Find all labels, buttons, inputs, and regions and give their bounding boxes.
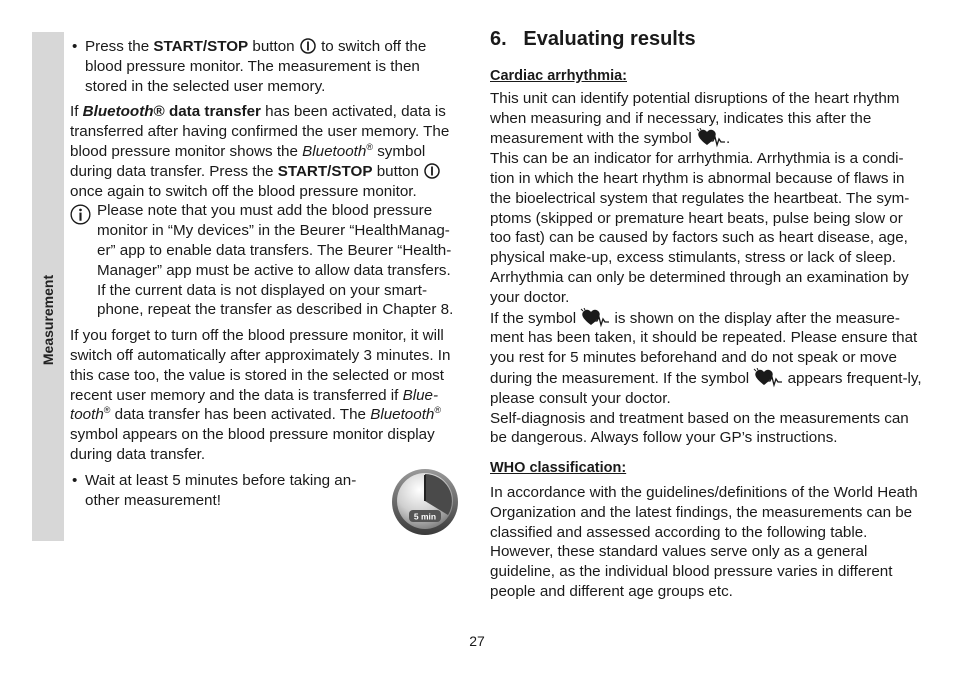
arrhythmia-heart-icon <box>580 308 610 328</box>
bullet-switch-off: • Press the START/STOP button to switch off the blood pressure monitor. The measurement is then stored in the selected user memory. <box>70 37 462 96</box>
left-column <box>70 37 462 510</box>
paragraph-who-intro: In accordance with the guidelines/definitions of the World Heath Organization and the latest findings, the measurements can be classified and assessed according to the following table. <box>490 483 918 541</box>
timer-label: 5 min <box>413 511 437 522</box>
paragraph-arrhythmia-intro: This unit can identify potential disruptions of the heart rhythm when measuring and if necessary, indicates this after the measurement with the symbol . <box>490 89 900 148</box>
arrhythmia-heart-icon <box>753 368 783 388</box>
arrhythmia-heart-icon <box>696 128 726 148</box>
power-icon <box>300 38 316 54</box>
power-icon <box>424 163 440 179</box>
info-icon <box>70 204 91 225</box>
section-tab-label: Measurement <box>40 274 56 366</box>
timer-5min-icon <box>389 464 461 536</box>
paragraph-bluetooth: If Bluetooth® data transfer has been activated, data is transferred after having confirmed the user memory. The blood pressure monitor shows the Bluetooth® symbol during data transfer. Press the START/STOP button once again to switch off the blood pressure monitor. <box>70 103 450 200</box>
section-heading: 6. Evaluating results <box>490 28 696 50</box>
subheading-who: WHO classification: <box>490 460 627 477</box>
right-column <box>490 68 926 602</box>
page-number: 27 <box>469 633 485 649</box>
paragraph-self-diagnosis: Self-diagnosis and treatment based on the measurements can be dangerous. Always follow your GP’s instructions. <box>490 409 909 447</box>
paragraph-arrhythmia-repeat: If the symbol is shown on the display after the measure-ment has been taken, it should be repeated. Please ensure that you rest for 5 minutes beforehand and do not speak or move during the measurement. If the symbol appears frequent-ly, please consult your doctor. <box>490 309 922 407</box>
paragraph-arrhythmia-description: This can be an indicator for arrhythmia. Arrhythmia is a condi-tion in which the heart rhythm is abnormal because of flaws in the bioelectrical system that regulates the heartbeat. The sym-ptoms (skipped or premature heart beats, pulse being slow or too fast) can be caused by factors such as heart disease, age, physical make-up, excess stimulants, stress or lack of sleep. Arrhythmia can only be determined through an examination by your doctor. <box>490 150 910 306</box>
bullet-wait: • Wait at least 5 minutes before taking an-other measurement! <box>70 471 373 511</box>
paragraph-auto-off: If you forget to turn off the blood pressure monitor, it will switch off automatically after approximately 3 minutes. In this case too, the value is stored in the selected or most recent user memory and the data is transferred if Blue-tooth® data transfer has been activated. The Bluetooth® symbol appears on the blood pressure monitor display during data transfer. <box>70 327 451 463</box>
paragraph-who-guideline: However, these standard values serve only as a general guideline, as the individual blood pressure varies in different people and different age groups etc. <box>490 543 893 600</box>
info-note: Please note that you must add the blood pressure monitor in “My devices” in the Beurer “HealthManag-er” app to enable data transfers. The Beurer “Health-Manager” app must be active to allow data transfers. If the current data is not displayed on your smart-phone, repeat the transfer as described in Chapter 8. <box>70 201 462 320</box>
subheading-arrhythmia: Cardiac arrhythmia: <box>490 68 627 84</box>
section-tab <box>32 32 64 541</box>
